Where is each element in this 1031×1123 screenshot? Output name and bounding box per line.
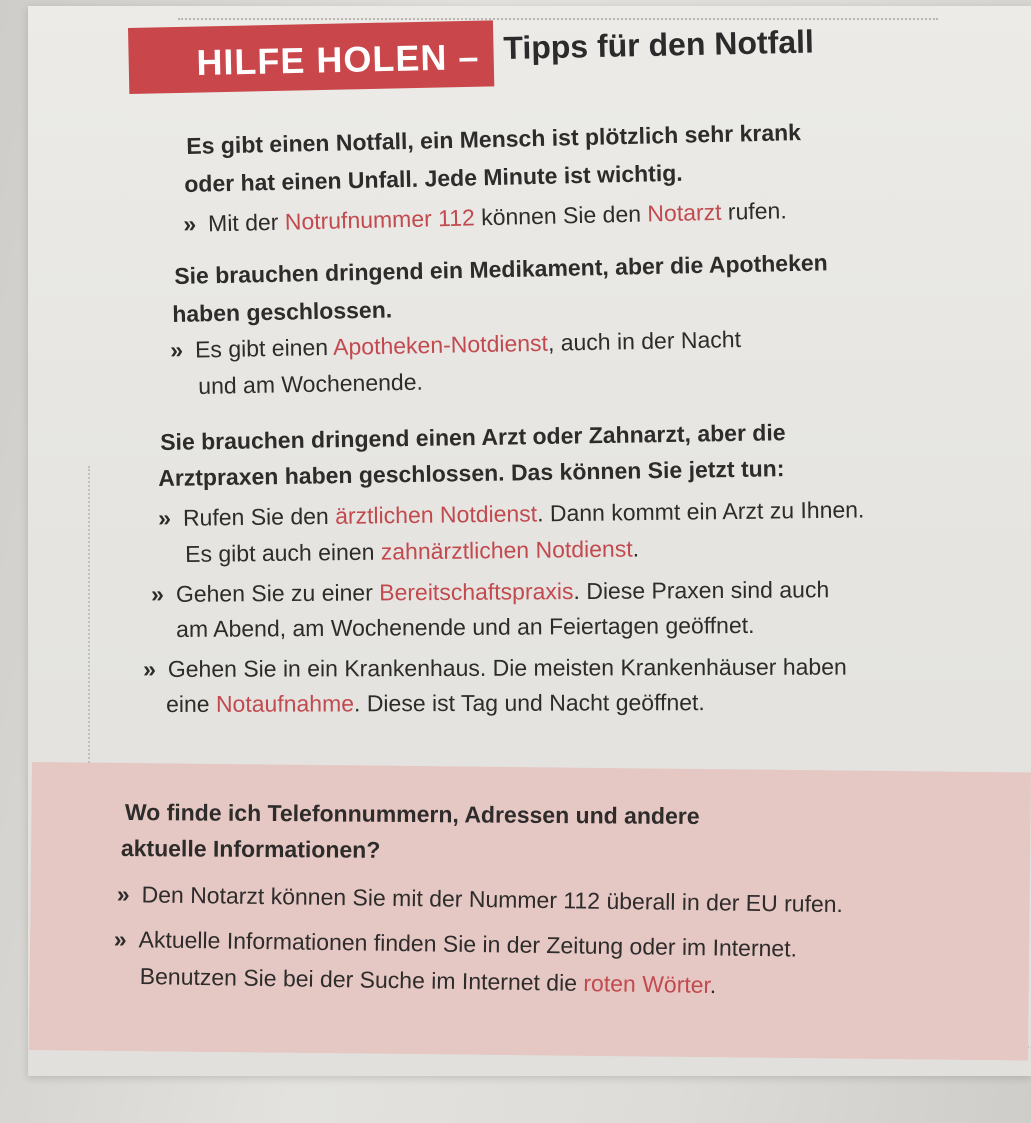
segment: . Dann kommt ein Arzt zu Ihnen. [536, 496, 865, 527]
segment: eine [166, 690, 216, 717]
bullet-icon: » [158, 504, 172, 531]
side-dotted-rule [88, 466, 90, 766]
segment: . Diese ist Tag und Nacht geöffnet. [353, 689, 705, 717]
highlight-term: roten Wörter [583, 969, 711, 998]
section-3-bullet-1-line-2 [185, 534, 639, 568]
segment: Den Notarzt können Sie mit der Nummer 112 überall in der EU rufen. [141, 881, 844, 918]
highlight-term: Notarzt [647, 198, 722, 227]
intro-text: Es gibt einen Notfall, ein Mensch ist plötzlich sehr krank [186, 119, 802, 159]
highlight-term: zahnärztlichen Notdienst [380, 535, 633, 565]
intro-text: Sie brauchen dringend einen Arzt oder Zahnarzt, aber die [160, 419, 786, 455]
segment: Es gibt einen [194, 333, 334, 363]
bullet-icon: » [151, 580, 164, 607]
top-dotted-rule [178, 18, 938, 20]
bullet-icon: » [113, 925, 127, 953]
section-2-intro-line-2 [172, 295, 392, 328]
segment: können Sie den [474, 200, 648, 231]
page-title: HILFE HOLEN – [196, 36, 480, 83]
segment: Benutzen Sie bei der Suche im Internet die [139, 962, 584, 996]
bullet-icon: » [143, 655, 156, 682]
page-subtitle: Tipps für den Notfall [503, 23, 815, 66]
section-3-bullet-3-line-2 [166, 688, 705, 718]
segment: am Abend, am Wochenende und an Feiertagen geöffnet. [176, 611, 755, 642]
bullet-icon: » [116, 880, 130, 908]
segment: . [709, 971, 717, 999]
question-text: Wo finde ich Telefonnummern, Adressen und andere [124, 799, 700, 830]
segment: Gehen Sie zu einer [175, 579, 380, 607]
info-question-line-1 [125, 798, 700, 830]
segment: Es gibt auch einen [185, 538, 381, 567]
intro-text: Sie brauchen dringend ein Medikament, aber die Apotheken [174, 249, 828, 289]
intro-text: Arztpraxen haben geschlossen. Das können Sie jetzt tun: [158, 455, 785, 491]
segment: und am Wochenende. [198, 368, 424, 399]
section-2-bullet-1-line-2 [198, 368, 423, 400]
highlight-term: Apotheken-Notdienst [332, 329, 549, 360]
segment: . Diese Praxen sind auch [573, 576, 830, 605]
segment: Gehen Sie in ein Krankenhaus. Die meisten Krankenhäuser haben [167, 653, 847, 682]
section-3-bullet-3-line-1 [143, 653, 847, 683]
highlight-term: Bereitschaftspraxis [379, 578, 574, 606]
bullet-icon: » [183, 210, 197, 237]
highlight-term: Notaufnahme [215, 690, 355, 717]
segment: Mit der [207, 208, 286, 237]
question-text: aktuelle Informationen? [120, 835, 381, 863]
highlight-term: Notrufnummer 112 [284, 204, 476, 235]
highlight-term: ärztlichen Notdienst [334, 500, 538, 529]
info-question-line-2 [121, 834, 381, 864]
section-3-bullet-2-line-1 [151, 575, 829, 608]
segment: . [632, 535, 640, 562]
bullet-icon: » [170, 336, 184, 363]
intro-text: oder hat einen Unfall. Jede Minute ist wichtig. [184, 159, 683, 197]
segment: rufen. [721, 197, 787, 225]
segment: Rufen Sie den [182, 502, 336, 531]
segment: Aktuelle Informationen finden Sie in der Zeitung oder im Internet. [138, 926, 798, 962]
section-3-bullet-2-line-2 [176, 611, 755, 643]
segment: , auch in der Nacht [547, 326, 742, 356]
intro-text: haben geschlossen. [172, 296, 393, 327]
